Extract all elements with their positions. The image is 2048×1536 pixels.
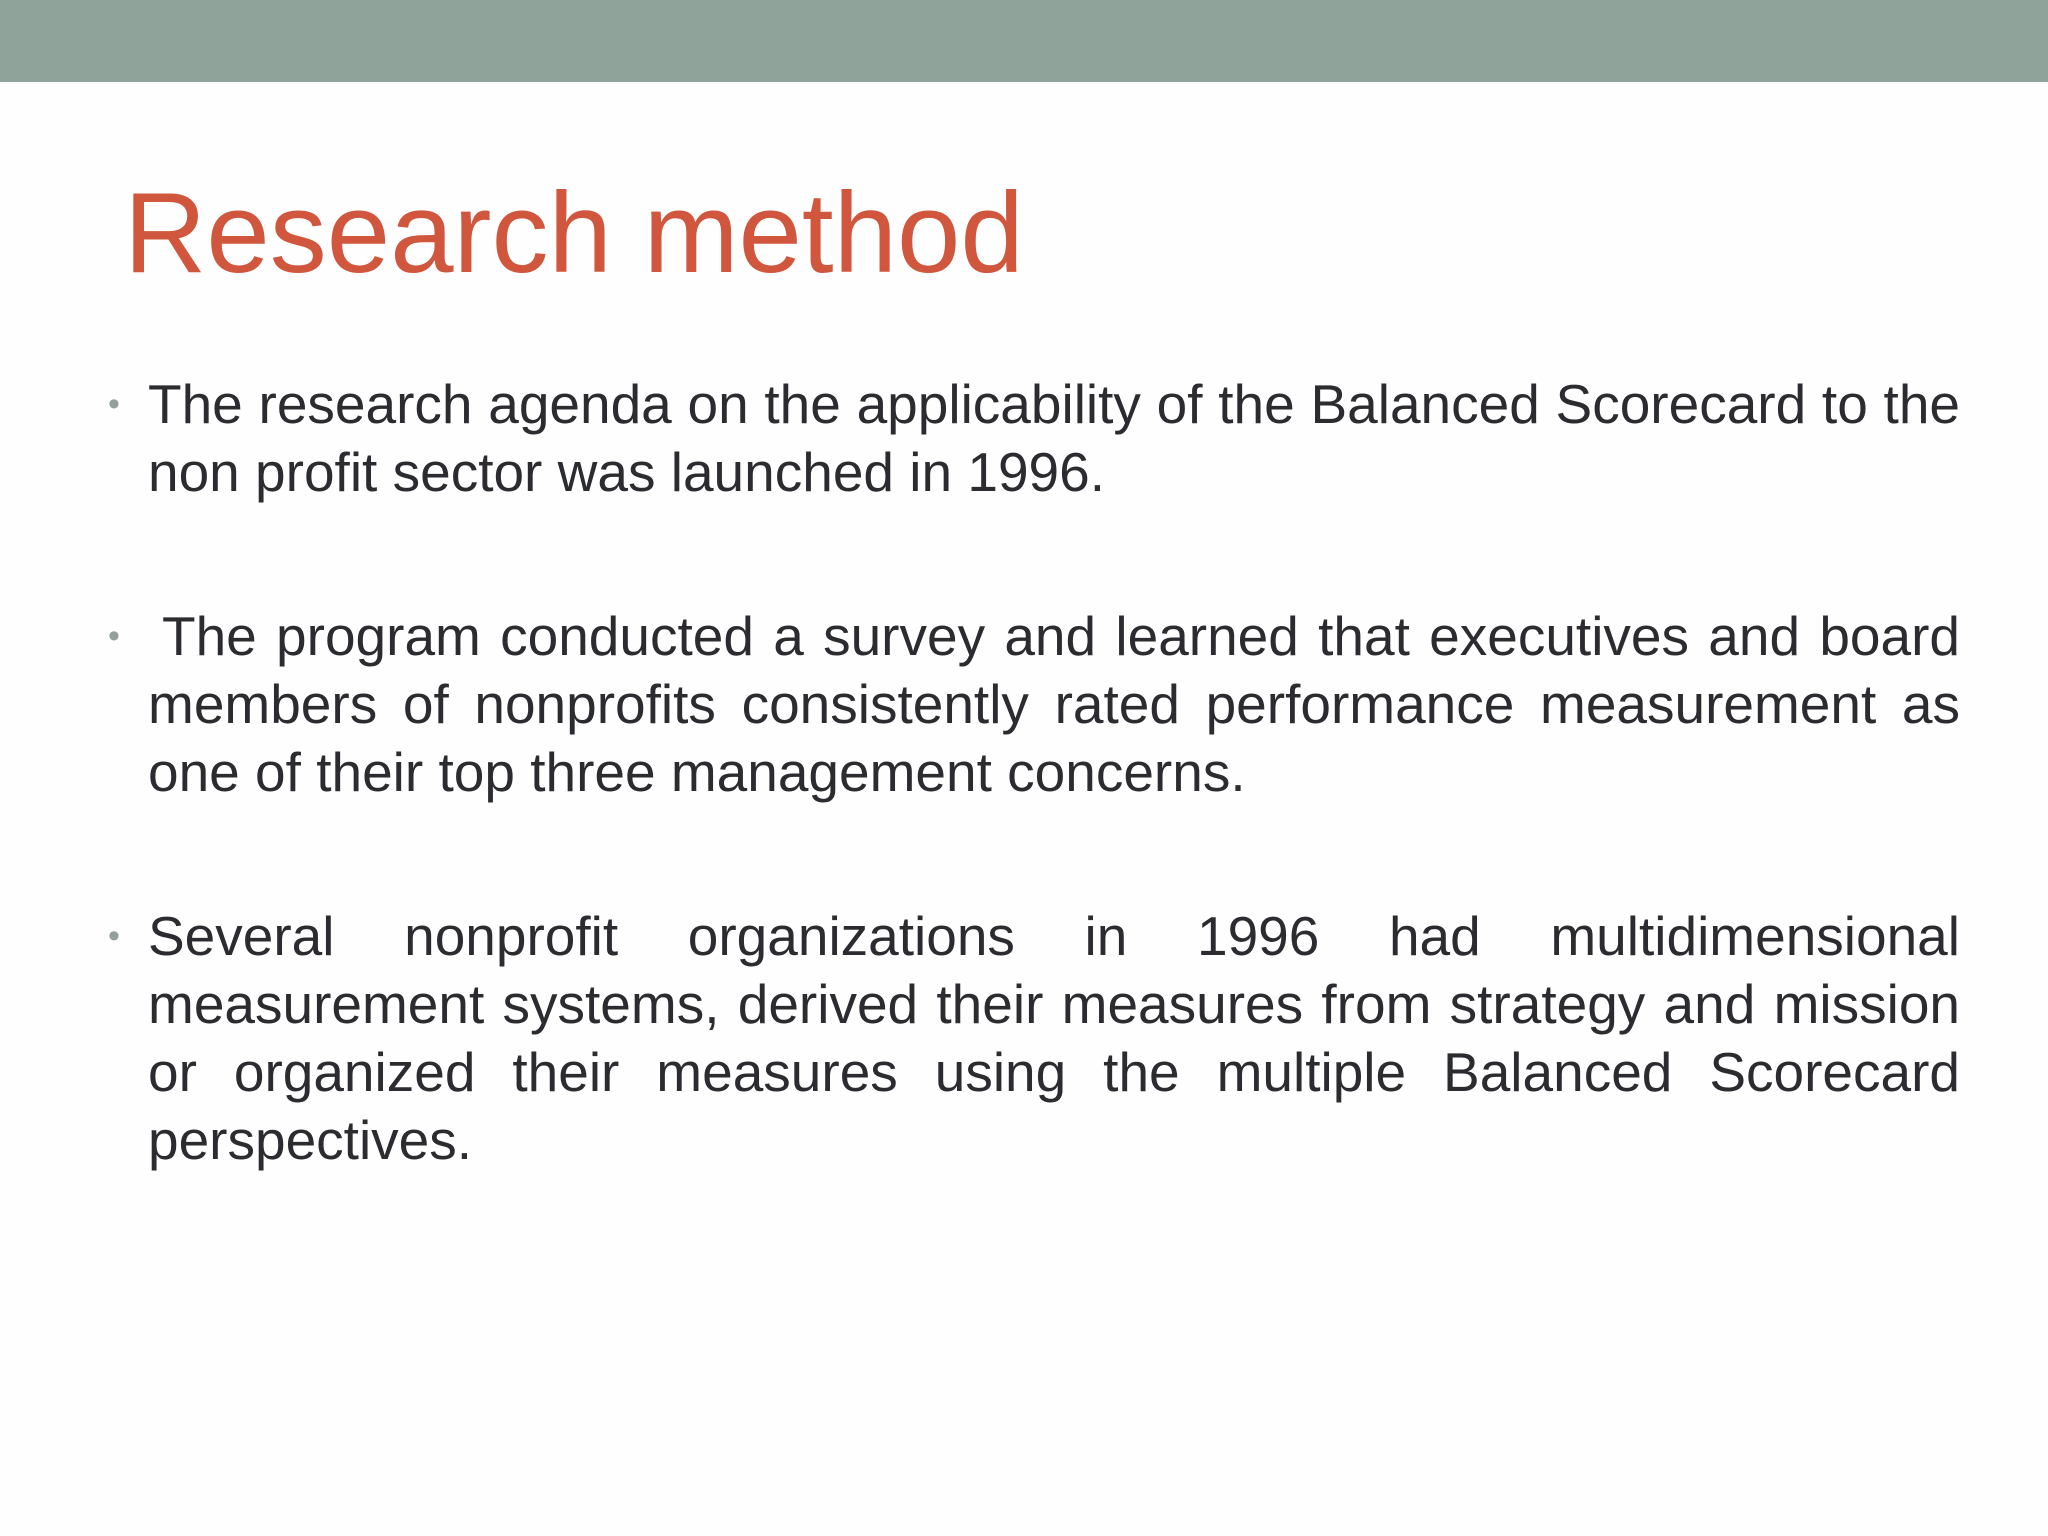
bullet-text: The program conducted a survey and learned that executives and board members of nonprofits consistently rated performance measurement as one of their top three management concerns.	[148, 605, 1960, 803]
bullet-text: The research agenda on the applicability of the Balanced Scorecard to the non profit sector was launched in 1996.	[148, 373, 1960, 503]
bullet-dot-icon: •	[108, 617, 120, 655]
bullet-item	[100, 602, 1960, 806]
header-bar	[0, 0, 2048, 82]
bullet-text: Several nonprofit organizations in 1996 had multidimensional measurement systems, derived their measures from strategy and mission or organized their measures using the multiple Balanced Scorecard perspectives.	[148, 905, 1960, 1171]
slide-title: Research method	[124, 170, 1024, 297]
bullet-list	[100, 370, 1960, 1270]
bullet-dot-icon: •	[108, 917, 120, 955]
bullet-item	[100, 370, 1960, 506]
bullet-dot-icon: •	[108, 385, 120, 423]
bullet-item	[100, 902, 1960, 1174]
